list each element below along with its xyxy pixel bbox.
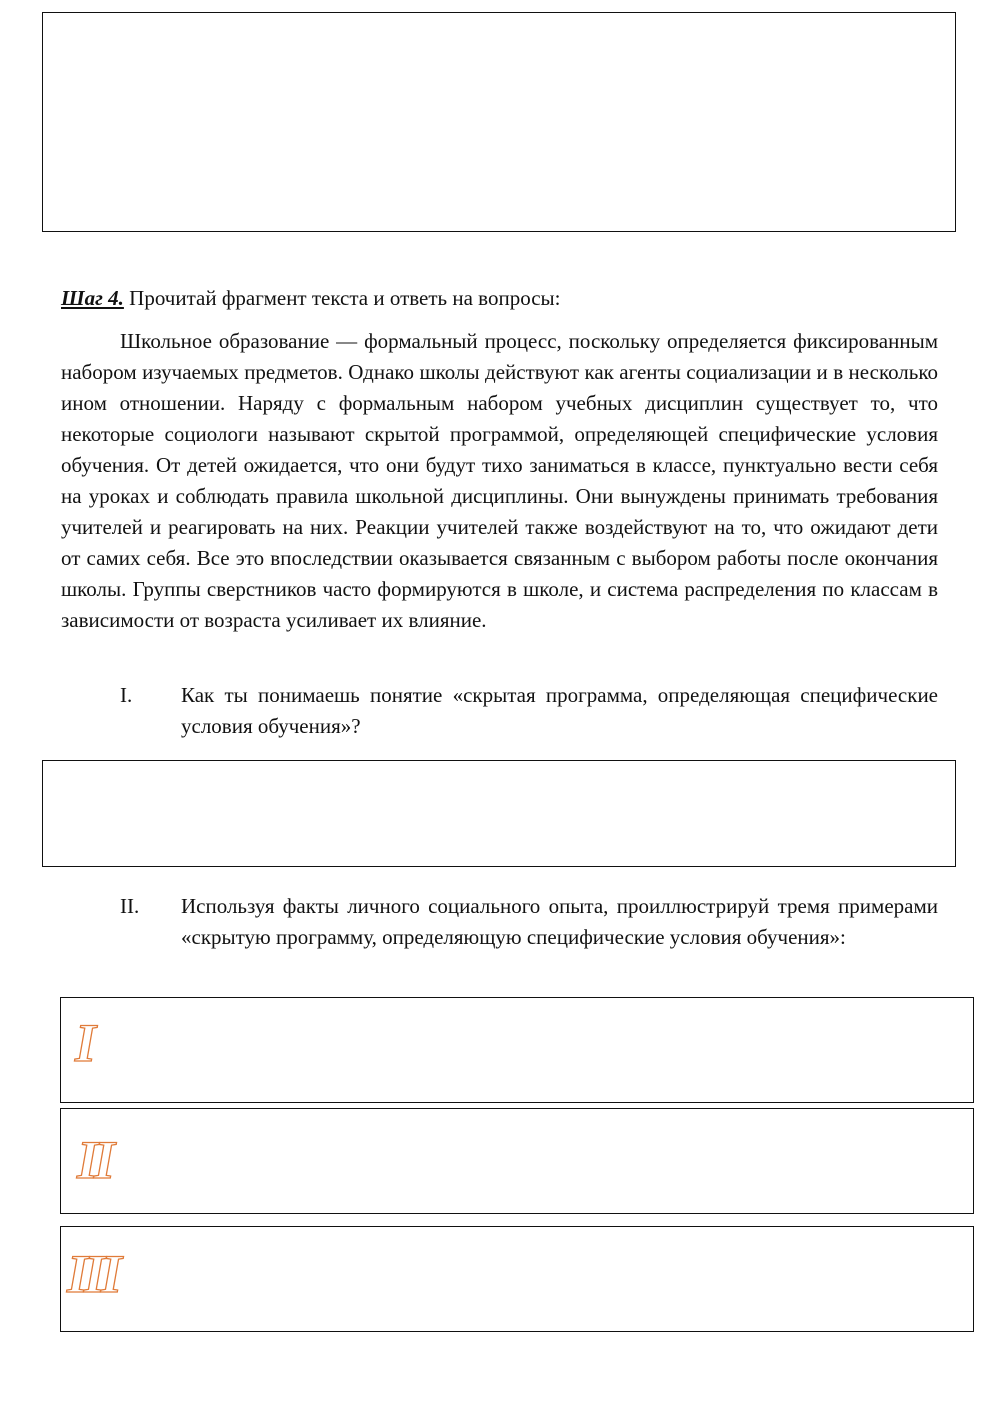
step-label: Шаг 4. xyxy=(61,286,124,310)
example-box-3[interactable] xyxy=(60,1226,974,1332)
text-fragment: Школьное образование — формальный процесс, поскольку определяется фиксированным набором изучаемых предметов. Однако школы действуют как агенты социализации и в несколько ином отношении. Наряду с формальным набором учебных дисциплин существует то, что некоторые социологи называют скрытой программой, определяющей специфические условия обучения. От детей ожидается, что они будут тихо заниматься в классе, пунктуально вести себя на уроках и соблюдать правила школьной дисциплины. Они вынуждены принимать требования учителей и реагировать на них. Реакции учителей также воздействуют на то, что ожидают дети от самих себя. Все это впоследствии оказывается связанным с выбором работы после окончания школы. Группы сверстников часто формируются в школе, и система распределения по классам в зависимости от возраста усиливает их влияние. xyxy=(61,329,938,632)
step-heading xyxy=(61,283,941,314)
answer-box-previous[interactable] xyxy=(42,12,956,232)
example-box-2[interactable] xyxy=(60,1108,974,1214)
question-number: I. xyxy=(120,683,133,707)
step-instruction: Прочитай фрагмент текста и ответь на вопросы: xyxy=(123,286,561,310)
roman-numeral-2: II xyxy=(77,1130,112,1190)
roman-numeral-1: I xyxy=(75,1013,93,1073)
example-box-1[interactable] xyxy=(60,997,974,1103)
question-text: Как ты понимаешь понятие «скрытая программа, определяющая специфические условия обучения»? xyxy=(181,683,938,738)
answer-box-question-1[interactable] xyxy=(42,760,956,867)
roman-numeral-3: III xyxy=(67,1244,119,1304)
question-number: II. xyxy=(120,894,140,918)
question-text: Используя факты личного социального опыта, проиллюстрируй тремя примерами «скрытую программу, определяющую специфические условия обучения»: xyxy=(181,894,938,949)
